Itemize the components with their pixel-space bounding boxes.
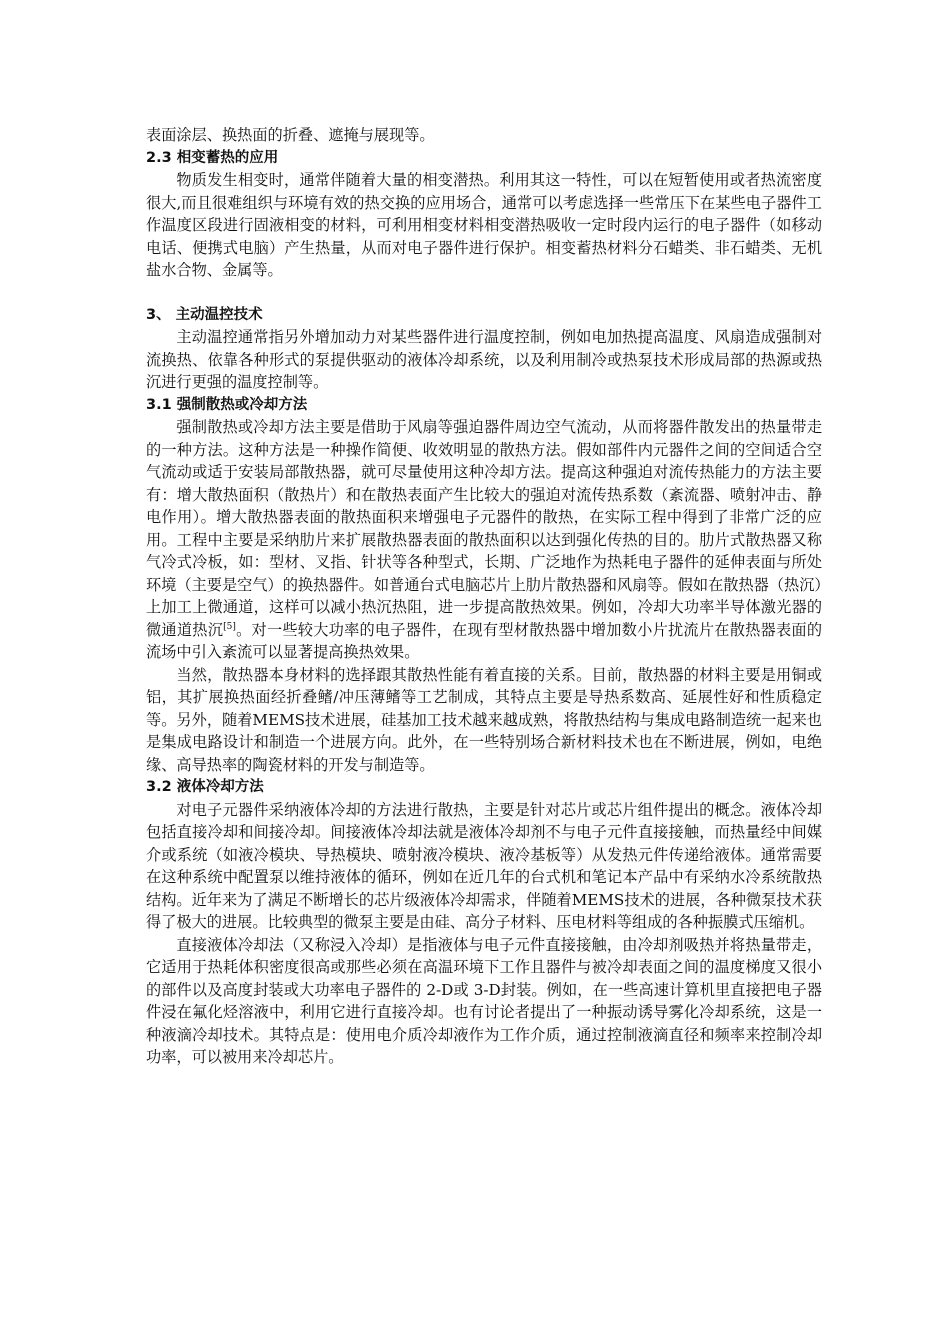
paragraph-forced-cooling bbox=[146, 416, 822, 664]
citation-ref: [5] bbox=[223, 621, 236, 632]
section-heading-3: 3、 主动温控技术 bbox=[146, 306, 263, 323]
text-segment: 强制散热或冷却方法主要是借助于风扇等强迫器件周边空气流动，从而将器件散发出的热量带走的一种方法。这种方法是一种操作简便、收效明显的散热方法。假如部件内元器件之间的空间适合空气流动或适于安装局部散热器，就可尽量使用这种冷却方法。提高这种强迫对流传热能力的方法主要有：增大散热面积（散热片）和在散热表面产生比较大的强迫对流传热系数（紊流器、喷射冲击、静电作用）。增大散热器表面的散热面积来增强电子元器件的散热，在实际工程中得到了非常广泛的应用。工程中主要是采纳肋片来扩展散热器表面的散热面积以达到强化传热的目的。肋片式散热器又称气冷式冷板，如：型材、叉指、针状等各种型式，长期、广泛地作为热耗电子器件的延伸表面与所处环境（主要是空气）的换热器件。如普通台式电脑芯片上肋片散热器和风扇等。假如在散热器（热沉）上加工上微通道，这样可以减小热沉热阻，进一步提高散热效果。例如，冷却大功率半导体激光器的微通道热沉 bbox=[146, 418, 822, 639]
document-body bbox=[146, 124, 822, 1069]
paragraph-phase-change: 物质发生相变时，通常伴随着大量的相变潜热。利用其这一特性，可以在短暂使用或者热流密度很大,而且很难组织与环境有效的热交换的应用场合，通常可以考虑选择一些常压下在某些电子器件工作温度区段进行固液相变的材料，可利用相变材料相变潜热吸收一定时段内运行的电子器件（如移动电话、便携式电脑）产生热量，从而对电子器件进行保护。相变蓄热材料分石蜡类、非石蜡类、无机盐水合物、金属等。 bbox=[146, 171, 822, 279]
paragraph-active-control: 主动温控通常指另外增加动力对某些器件进行温度控制，例如电加热提高温度、风扇造成强制对流换热、依靠各种形式的泵提供驱动的液体冷却系统，以及利用制冷或热泵技术形成局部的热源或热沉进行更强的温度控制等。 bbox=[146, 328, 822, 391]
paragraph-liquid-cooling: 对电子元器件采纳液体冷却的方法进行散热，主要是针对芯片或芯片组件提出的概念。液体冷却包括直接冷却和间接冷却。间接液体冷却法就是液体冷却剂不与电子元件直接接触，而热量经中间媒介或系统（如液冷模块、导热模块、喷射液冷模块、液冷基板等）从发热元件传递给液体。通常需要在这种系统中配置泵以维持液体的循环，例如在近几年的台式机和笔记本产品中有采纳水冷系统散热结构。近年来为了满足不断增长的芯片级液体冷却需求，伴随着MEMS技术的进展，各种微泵技术获得了极大的进展。比较典型的微泵主要是由硅、高分子材料、压电材料等组成的各种振膜式压缩机。 bbox=[146, 800, 822, 931]
section-heading-3-1: 3.1 强制散热或冷却方法 bbox=[146, 396, 308, 413]
paragraph-continuation: 表面涂层、换热面的折叠、遮掩与展现等。 bbox=[146, 126, 435, 144]
paragraph-heatsink-materials: 当然，散热器本身材料的选择跟其散热性能有着直接的关系。目前，散热器的材料主要是用铜或铝，其扩展换热面经折叠鳍/冲压薄鳍等工艺制成，其特点主要是导热系数高、延展性好和性质稳定等。另外，随着MEMS技术进展，硅基加工技术越来越成熟，将散热结构与集成电路制造统一起来也是集成电路设计和制造一个进展方向。此外，在一些特别场合新材料技术也在不断进展，例如，电绝缘、高导热率的陶瓷材料的开发与制造等。 bbox=[146, 665, 822, 774]
text-segment: 。对一些较大功率的电子器件，在现有型材散热器中增加数小片扰流片在散热器表面的流场中引入紊流可以显著提高换热效果。 bbox=[146, 620, 823, 661]
section-heading-3-2: 3.2 液体冷却方法 bbox=[146, 779, 264, 795]
paragraph-direct-liquid-cooling: 直接液体冷却法（又称浸入冷却）是指液体与电子元件直接接触，由冷却剂吸热并将热量带走，它适用于热耗体积密度很高或那些必须在高温环境下工作且器件与被冷却表面之间的温度梯度又很小的部件以及高度封装或大功率电子器件的 2-D或 3-D封装。例如，在一些高速计算机里直接把电子器件浸在氟化烃溶液中，利用它进行直接冷却。也有讨论者提出了一种振动诱导雾化冷却系统，这是一种液滴冷却技术。其特点是：使用电介质冷却液作为工作介质，通过控制液滴直径和频率来控制冷却功率，可以被用来冷却芯片。 bbox=[146, 935, 822, 1066]
section-heading-2-3: 2.3 相变蓄热的应用 bbox=[146, 149, 279, 166]
